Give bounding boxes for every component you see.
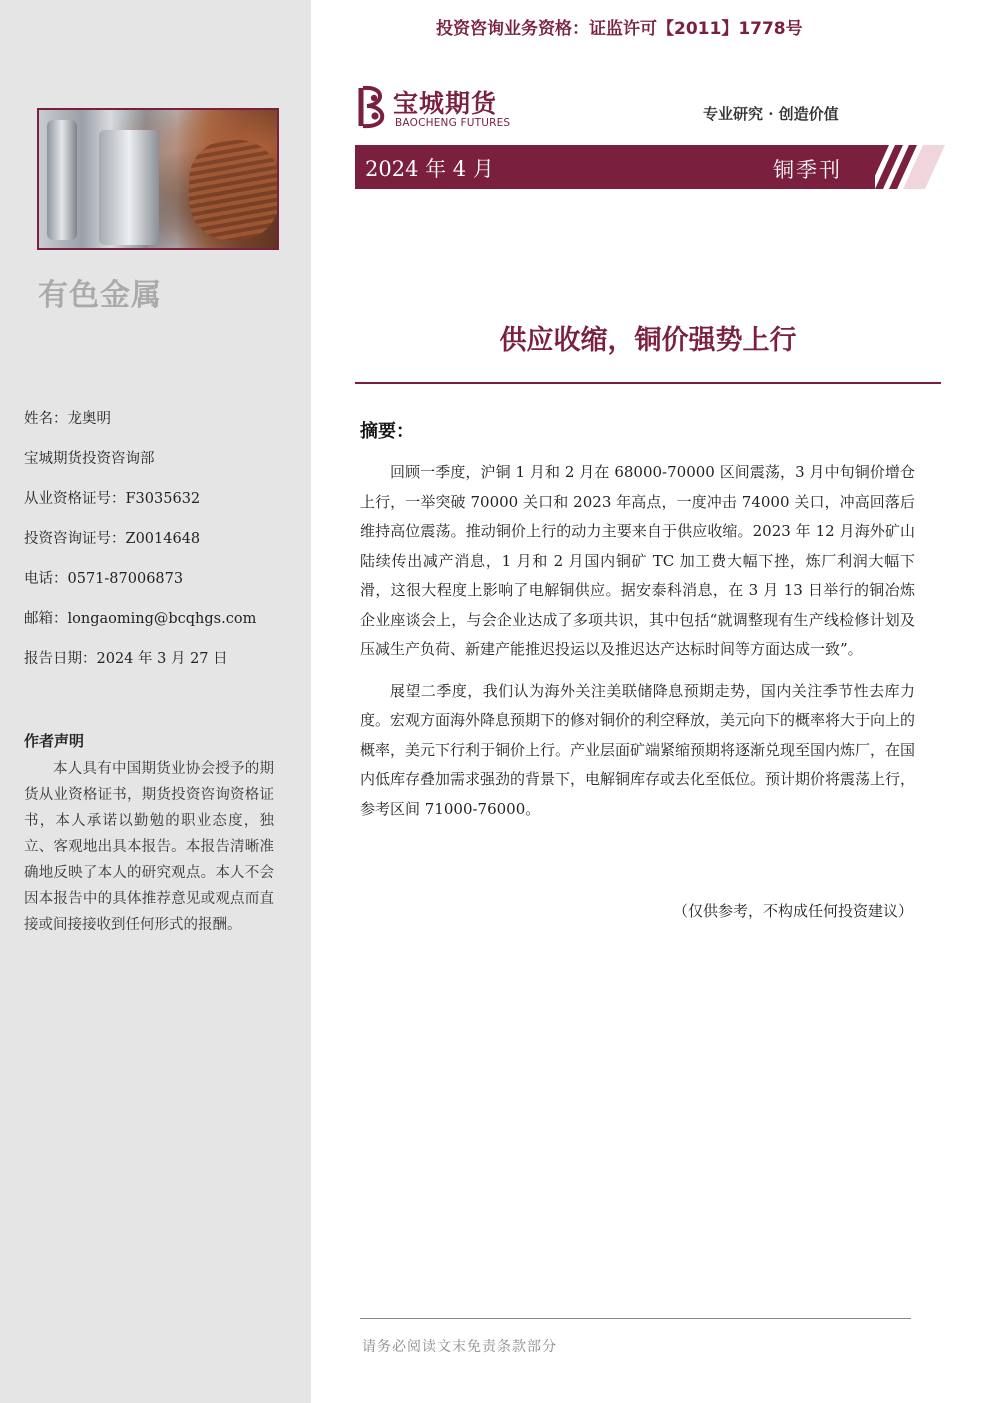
banner-stripes-decoration [855,145,945,189]
info-value: 2024 年 3 月 27 日 [96,651,228,667]
title-divider [355,382,941,384]
logo-english-name: BAOCHENG FUTURES [395,117,511,129]
metal-cylinder [99,130,159,245]
info-name [24,408,294,448]
footer-disclaimer: 请务必阅读文末免责条款部分 [362,1339,557,1355]
license-line: 投资咨询业务资格：证监许可【2011】1778号 [436,19,803,39]
info-report-date [24,648,294,688]
report-banner [355,145,875,189]
info-label: 电话： [24,571,68,587]
copper-cover-image [37,108,279,250]
metal-cylinder [47,120,77,240]
author-info [24,408,294,688]
abstract-paragraph: 展望二季度，我们认为海外关注美联储降息预期走势，国内关注季节性去库力度。宏观方面海外降息预期下的修对铜价的利空释放，美元向下的概率将大于向上的概率，美元下行利于铜价上行。产业层面矿端紧缩预期将逐渐兑现至国内炼厂，在国内低库存叠加需求强劲的背景下，电解铜库存或去化至低位。预计期价将震荡上行，参考区间 71000-76000。 [360,681,916,818]
company-slogan: 专业研究 · 创造价值 [703,105,839,123]
info-label: 报告日期： [24,651,97,667]
info-value: Z0014648 [125,531,201,547]
info-label: 投资咨询证号： [24,531,126,547]
baocheng-logo-icon [355,84,391,130]
info-label: 从业资格证号： [24,491,126,507]
copper-coil [189,140,279,240]
info-value: 0571-87006873 [67,571,184,587]
declaration-title: 作者声明 [24,732,85,750]
report-title: 供应收缩，铜价强势上行 [499,325,797,356]
company-logo [355,84,535,134]
declaration-text: 本人具有中国期货业协会授予的期货从业资格证书，期货投资咨询资格证书，本人承诺以勤勉的职业态度，独立、客观地出具本报告。本报告清晰准确地反映了本人的研究观点。本人不会因本报告中的具体推荐意见或观点而直接或间接接收到任何形式的报酬。 [24,761,274,933]
report-type: 铜季刊 [773,158,842,182]
logo-chinese-name: 宝城期货 [393,89,498,118]
info-advisory-id [24,528,294,568]
info-value: 龙奥明 [67,411,111,427]
info-value: 宝城期货投资咨询部 [24,451,155,467]
info-qualification-id [24,488,294,528]
abstract-paragraph: 回顾一季度，沪铜 1 月和 2 月在 68000-70000 区间震荡，3 月中旬铜价增仓上行，一举突破 70000 关口和 2023 年高点，一度冲击 74000 关口，冲高回落后维持高位震荡。推动铜价上行的动力主要来自于供应收缩。2023 年 12 月海外矿山陆续传出减产消息，1 月和 2 月国内铜矿 TC 加工费大幅下挫，炼厂利润大幅下滑，这很大程度上影响了电解铜供应。据安泰科消息，在 3 月 13 日举行的铜冶炼企业座谈会上，与会企业达成了多项共识，其中包括“就调整现有生产线检修计划及压减生产负荷、新建产能推迟投运以及推迟达产达标时间等方面达成一致”。 [360,463,915,658]
info-department [24,448,294,488]
info-value: longaoming@bcqhgs.com [67,611,257,627]
info-phone [24,568,294,608]
info-label: 邮箱： [24,611,68,627]
abstract-body [360,458,915,836]
report-period: 2024 年 4 月 [365,157,494,181]
info-email [24,608,294,648]
info-value: F3035632 [125,491,201,507]
left-sidebar [0,0,311,1403]
reference-note: （仅供参考，不构成任何投资建议） [672,902,913,920]
footer-divider [360,1318,911,1319]
info-label: 姓名： [24,411,68,427]
sector-category: 有色金属 [38,278,162,313]
abstract-heading: 摘要： [360,421,414,442]
